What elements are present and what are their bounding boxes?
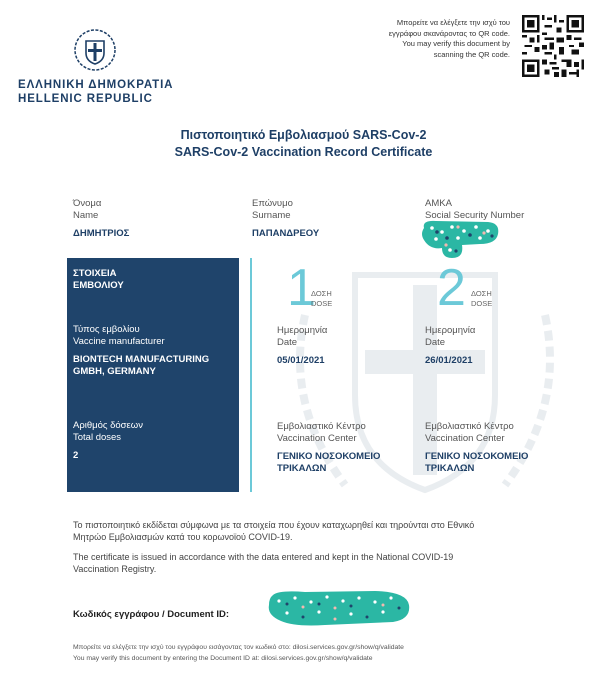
dose-2-center-label-greek: Εμβολιαστικό Κέντρο (425, 421, 514, 432)
issuance-note-greek-line1: Το πιστοποιητικό εκδίδεται σύμφωνα με τα στοιχεία που έχουν καταχωρηθεί και τηρούνται στο Εθνικό (73, 520, 475, 530)
amka-redaction-blob (418, 218, 502, 260)
greek-coat-of-arms-icon (73, 28, 117, 72)
issuance-note-english-line2: Vaccination Registry. (73, 564, 157, 574)
dose-1-center-label-greek: Εμβολιαστικό Κέντρο (277, 421, 366, 432)
vaccine-type-value-line2: GMBH, GERMANY (73, 366, 156, 377)
dose-1-label-english: DOSE (311, 299, 333, 308)
name-label-greek: Όνομα (73, 198, 102, 209)
amka-label-english: Social Security Number (425, 210, 525, 221)
dose-2-label-greek: ΔΟΣΗ (471, 289, 492, 298)
total-doses-label-greek: Αριθμός δόσεων (73, 420, 143, 431)
dose-1-center-label-english: Vaccination Center (277, 433, 357, 444)
dose-2-center-value-line1: ΓΕΝΙΚΟ ΝΟΣΟΚΟΜΕΙΟ (425, 451, 529, 462)
dose-2-date-label-greek: Ημερομηνία (425, 325, 476, 336)
amka-label-greek: ΑΜΚΑ (425, 198, 452, 209)
name-label-english: Name (73, 210, 99, 221)
dose-1-center-value-line1: ΓΕΝΙΚΟ ΝΟΣΟΚΟΜΕΙΟ (277, 451, 381, 462)
vaccine-section-title-line2: ΕΜΒΟΛΙΟΥ (73, 280, 124, 291)
document-id-redaction-blob (265, 589, 415, 629)
verify-footer-greek: Μπορείτε να ελέγξετε την ισχύ του εγγράφου εισάγοντας τον κωδικό στο: dilosi.services.gov.gr/show/q/validate (73, 644, 404, 651)
dose-2-label-english: DOSE (471, 299, 493, 308)
dose-2-center-value-line2: ΤΡΙΚΑΛΩΝ (425, 463, 475, 474)
certificate-title-english: SARS-Cov-2 Vaccination Record Certificate (174, 145, 433, 159)
vaccine-type-label-english: Vaccine manufacturer (73, 336, 165, 347)
document-id-label: Κωδικός εγγράφου / Document ID: (73, 609, 230, 620)
dose-1-date-label-greek: Ημερομηνία (277, 325, 328, 336)
panel-divider (250, 258, 252, 492)
issuance-note-english-line1: The certificate is issued in accordance with the data entered and kept in the National COVID-19 (73, 552, 454, 562)
dose-1-date-value: 05/01/2021 (277, 355, 325, 366)
surname-value: ΠΑΠΑΝΔΡΕΟΥ (252, 228, 320, 239)
dose-1-date-label-english: Date (277, 337, 298, 348)
issuance-note-greek-line2: Μητρώο Εμβολιασμών κατά του κορωνοϊού COVID-19. (73, 532, 293, 542)
vaccine-section-title-line1: ΣΤΟΙΧΕΙΑ (73, 268, 117, 279)
verify-footer-english: You may verify this document by entering the Document ID at: dilosi.services.gov.gr/show/q/validate (73, 655, 373, 662)
certificate-title-greek: Πιστοποιητικό Εμβολιασμού SARS-Cov-2 (180, 128, 427, 142)
name-value: ΔΗΜΗΤΡΙΟΣ (73, 228, 130, 239)
dose-2-number: 2 (437, 259, 466, 317)
dose-1-center-value-line2: ΤΡΙΚΑΛΩΝ (277, 463, 327, 474)
total-doses-label-english: Total doses (73, 432, 122, 443)
qr-code[interactable] (522, 15, 584, 77)
surname-label-english: Surname (252, 210, 291, 221)
dose-2-date-value: 26/01/2021 (425, 355, 473, 366)
qr-verify-note: Μπορείτε να ελέγξετε την ισχύ του εγγράφου σκανάροντας το QR code. You may verify this document by scanning the QR code. (388, 18, 510, 59)
vaccine-type-label-greek: Τύπος εμβολίου (73, 324, 140, 335)
total-doses-value: 2 (73, 450, 79, 461)
vaccine-info-panel (67, 258, 239, 492)
dose-1-number: 1 (287, 259, 316, 317)
surname-label-greek: Επώνυμο (252, 198, 293, 209)
country-name-greek: ΕΛΛΗΝΙΚΗ ΔΗΜΟΚΡΑΤΙΑ (18, 79, 174, 91)
vaccine-type-value-line1: BIONTECH MANUFACTURING (73, 354, 210, 365)
dose-1-label-greek: ΔΟΣΗ (311, 289, 332, 298)
country-name-english: HELLENIC REPUBLIC (18, 93, 153, 105)
dose-2-center-label-english: Vaccination Center (425, 433, 505, 444)
dose-2-date-label-english: Date (425, 337, 446, 348)
